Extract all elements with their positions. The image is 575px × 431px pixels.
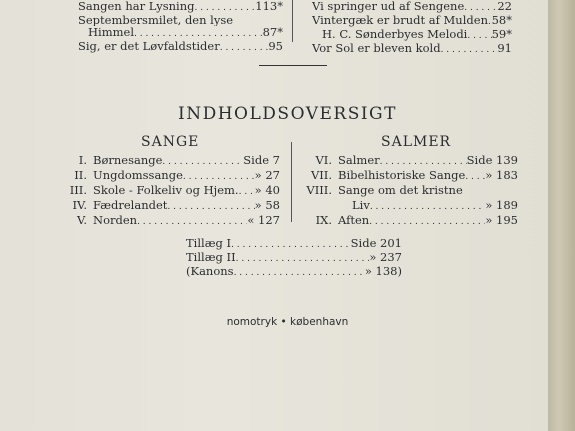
page-edge bbox=[548, 0, 575, 431]
salmer-list bbox=[303, 153, 518, 228]
top-left-index bbox=[78, 0, 283, 54]
index-row: Sig, er det Løvfaldstider . . . 95 bbox=[78, 40, 283, 54]
list-item: VI. Salmer . . . Side 139 bbox=[303, 153, 518, 168]
salmer-heading: SALMER bbox=[381, 134, 452, 150]
column-divider bbox=[292, 0, 293, 42]
list-item: Tillæg I . . . Side 201 bbox=[186, 236, 402, 250]
index-row: Sangen har Lysning . . . 113* bbox=[78, 0, 283, 14]
index-row: Himmel . . . 87* bbox=[78, 26, 283, 40]
index-row: Vor Sol er bleven kold . . . 91 bbox=[312, 42, 512, 56]
list-item: III. Skole - Folkeliv og Hjem. . . . » 40 bbox=[58, 183, 280, 198]
sange-heading: SANGE bbox=[141, 134, 200, 150]
index-row: H. C. Sønderbyes Melodi . . . 59* bbox=[312, 28, 512, 42]
list-item: V. Norden . . . « 127 bbox=[58, 213, 280, 228]
list-item: IV. Fædrelandet . . . » 58 bbox=[58, 198, 280, 213]
column-divider bbox=[291, 142, 292, 222]
list-item: IX. Aften . . . » 195 bbox=[303, 213, 518, 228]
index-row: Vintergæk er brudt af Mulden . . . 58* bbox=[312, 14, 512, 28]
top-right-index bbox=[312, 0, 512, 56]
list-item: I. Børnesange . . . Side 7 bbox=[58, 153, 280, 168]
index-row: Vi springer ud af Sengene . . . 22 bbox=[312, 0, 512, 14]
list-item: Liv . . . » 189 bbox=[303, 198, 518, 213]
list-item: Tillæg II . . . » 237 bbox=[186, 250, 402, 264]
section-separator bbox=[259, 65, 327, 66]
list-item: II. Ungdomssange . . . » 27 bbox=[58, 168, 280, 183]
list-item: (Kanons . . . » 138) bbox=[186, 264, 402, 278]
supplement-list bbox=[186, 236, 402, 278]
page-title: INDHOLDSOVERSIGT bbox=[178, 104, 397, 124]
printer-imprint: nomotryk • københavn bbox=[226, 316, 349, 328]
index-row: Septembersmilet, den lyse bbox=[78, 14, 234, 26]
list-item: VIII. Sange om det kristne bbox=[306, 183, 463, 197]
list-item: VII. Bibelhistoriske Sange . . . » 183 bbox=[303, 168, 518, 183]
sange-list bbox=[58, 153, 280, 228]
